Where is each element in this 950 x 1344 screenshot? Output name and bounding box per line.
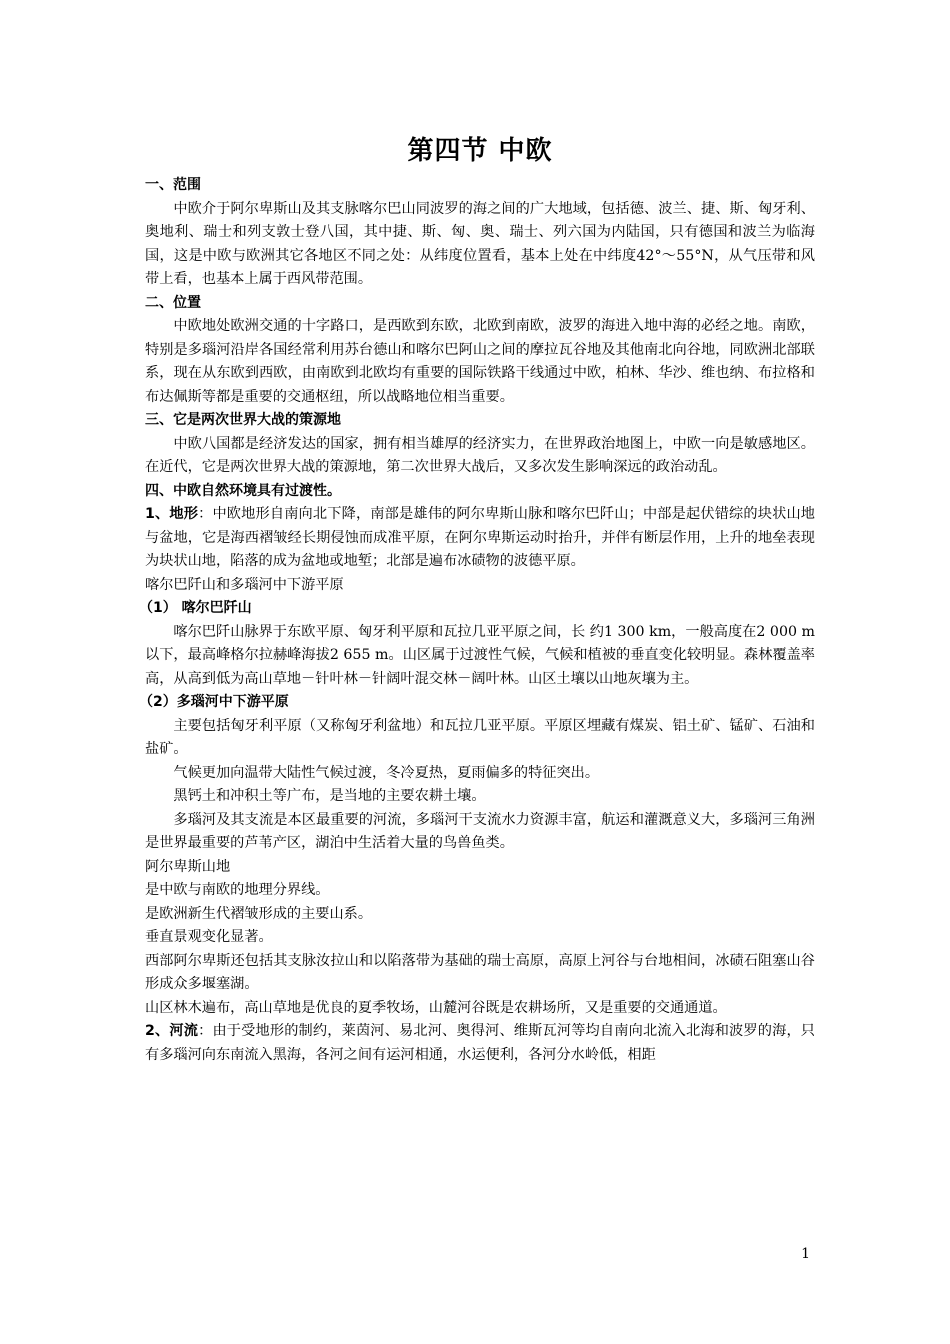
section-heading-location: 二、位置 — [145, 294, 201, 311]
line-alps-3: 垂直景观变化显著。 — [145, 929, 273, 945]
paragraph-scope: 中欧介于阿尔卑斯山及其支脉喀尔巴山同波罗的海之间的广大地域，包括德、波兰、捷、斯、匈牙利、奥地利、瑞士和列支敦士登八国，其中捷、斯、匈、奥、瑞士、列六国为内陆国，只有德国和波兰为临海国，这是中欧与欧洲其它各地区不同之处：从纬度位置看，基本上处在中纬度42°～55°N，从气压带和风带上看，也基本上属于西风带范围。 — [145, 200, 815, 287]
subheading-danube-plain: （2）多瑙河中下游平原 — [139, 694, 289, 710]
terrain-lead: 1、地形 — [145, 506, 199, 522]
line-alps-2: 是欧洲新生代褶皱形成的主要山系。 — [145, 905, 373, 922]
section-heading-nature: 四、中欧自然环境具有过渡性。 — [145, 482, 341, 499]
paragraph-danube-plain-4: 多瑙河及其支流是本区最重要的河流，多瑙河干支流水力资源丰富，航运和灌溉意义大，多瑙河三角洲是世界最重要的芦苇产区，湖泊中生活着大量的鸟兽鱼类。 — [145, 811, 815, 851]
page-title: 第四节 中欧 — [407, 136, 553, 166]
paragraph-carpathians: 喀尔巴阡山脉界于东欧平原、匈牙利平原和瓦拉几亚平原之间，长 约1 300 km，一般高度在2 000 m以下，最高峰格尔拉赫峰海拔2 655 m。山区属于过渡性气候，气候和植被的垂直变化较明显。森林覆盖率高，从高到低为高山草地－针叶林－针阔叶混交林－阔叶林。山区土壤以山地灰壤为主。 — [145, 623, 815, 687]
line-alps-5: 山区林木遍布，高山草地是优良的夏季牧场，山麓河谷既是农耕场所，又是重要的交通通道。 — [145, 999, 727, 1016]
line-alps-1: 是中欧与南欧的地理分界线。 — [145, 882, 330, 898]
line-alps-4: 西部阿尔卑斯还包括其支脉汝拉山和以陷落带为基础的瑞士高原，高原上河谷与台地相间，冰碛石阻塞山谷形成众多堰塞湖。 — [145, 952, 815, 992]
section-heading-scope: 一、范围 — [145, 177, 201, 193]
paragraph-danube-plain-3: 黑钙土和冲积土等广布，是当地的主要农耕土壤。 — [173, 788, 486, 804]
paragraph-location: 中欧地处欧洲交通的十字路口，是西欧到东欧，北欧到南欧，波罗的海进入地中海的必经之地。南欧，特别是多瑙河沿岸各国经常利用苏台德山和喀尔巴阿山之间的摩拉瓦谷地及其他南北向谷地，同欧洲北部联系，现在从东欧到西欧，由南欧到北欧均有重要的国际铁路干线通过中欧，柏林、华沙、维也纳、布拉格和布达佩斯等都是重要的交通枢纽，所以战略地位相当重要。 — [145, 318, 815, 405]
section-heading-wars: 三、它是两次世界大战的策源地 — [145, 412, 341, 428]
paragraph-rivers — [145, 1020, 815, 1067]
paragraph-danube-plain-1: 主要包括匈牙利平原（又称匈牙利盆地）和瓦拉几亚平原。平原区埋藏有煤炭、铝土矿、锰矿、石油和盐矿。 — [145, 717, 815, 757]
paragraph-danube-plain-2: 气候更加向温带大陆性气候过渡，冬冷夏热，夏雨偏多的特征突出。 — [173, 764, 600, 781]
rivers-lead: 2、河流 — [145, 1023, 199, 1039]
paragraph-terrain — [145, 503, 815, 574]
subheading-carpathians: （1） 喀尔巴阡山 — [139, 600, 252, 616]
line-alps: 阿尔卑斯山地 — [145, 858, 231, 875]
line-carpathian-danube: 喀尔巴阡山和多瑙河中下游平原 — [145, 576, 344, 593]
document-body — [139, 130, 815, 1067]
page-number: 1 — [801, 1246, 810, 1262]
terrain-text: ：中欧地形自南向北下降，南部是雄伟的阿尔卑斯山脉和喀尔巴阡山；中部是起伏错综的块状山地与盆地，它是海西褶皱经长期侵蚀而成准平原，在阿尔卑斯运动时抬升，并伴有断层作用，上升的地垒表现为块状山地，陷落的成为盆地或地堑；北部是遍布冰碛物的波德平原。 — [145, 506, 815, 569]
rivers-text: ：由于受地形的制约，莱茵河、易北河、奥得河、维斯瓦河等均自南向北流入北海和波罗的海，只有多瑙河向东南流入黑海，各河之间有运河相通，水运便利，各河分水岭低，相距 — [145, 1023, 815, 1063]
paragraph-wars: 中欧八国都是经济发达的国家，拥有相当雄厚的经济实力，在世界政治地图上，中欧一向是敏感地区。在近代，它是两次世界大战的策源地，第二次世界大战后，又多次发生影响深远的政治动乱。 — [145, 435, 815, 475]
